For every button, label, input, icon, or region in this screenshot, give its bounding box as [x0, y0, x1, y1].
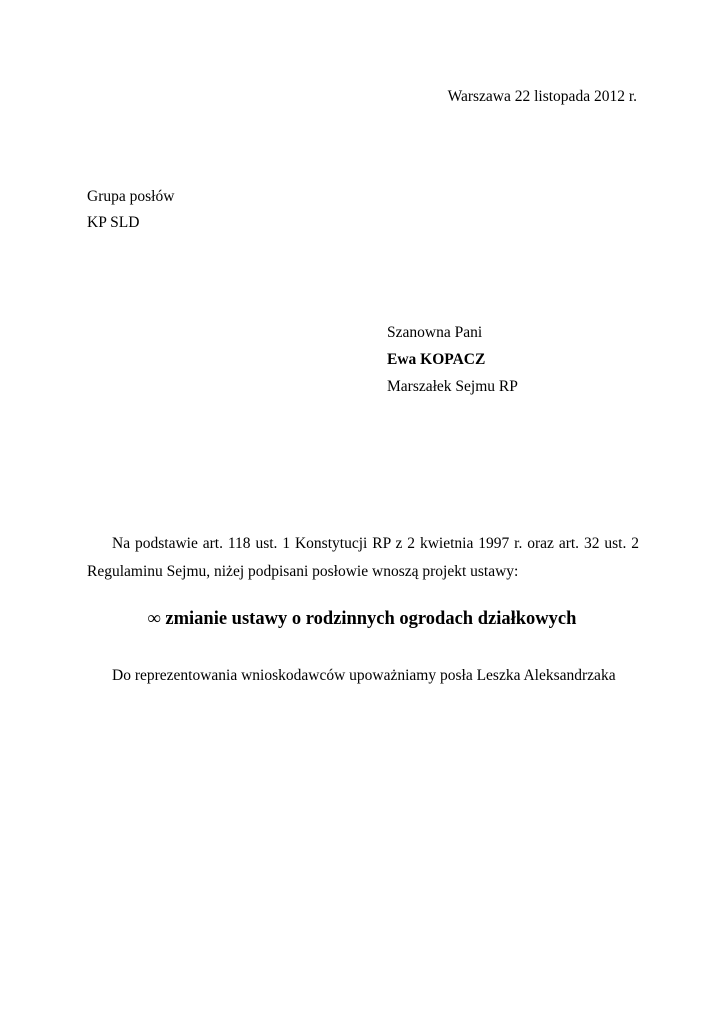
- addressee-position: Marszałek Sejmu RP: [387, 378, 518, 395]
- addressee-block: [387, 324, 518, 405]
- body-line-1: Na podstawie art. 118 ust. 1 Konstytucji RP z 2 kwietnia 1997 r. oraz art. 32 ust. 2: [112, 535, 639, 552]
- addressee-name: Ewa KOPACZ: [387, 351, 486, 368]
- body-paragraph: [87, 535, 639, 591]
- sender-block: [87, 188, 174, 240]
- representation-statement: Do reprezentowania wnioskodawców upoważniamy posła Leszka Aleksandrzaka: [112, 667, 616, 684]
- project-title: ∞ zmianie ustawy o rodzinnych ogrodach działkowych: [147, 609, 577, 629]
- body-line-2: Regulaminu Sejmu, niżej podpisani posłowie wnoszą projekt ustawy:: [87, 563, 519, 580]
- sender-line-group: Grupa posłów: [87, 188, 175, 205]
- letter-date: Warszawa 22 listopada 2012 r.: [447, 88, 637, 105]
- sender-line-club: KP SLD: [87, 214, 140, 231]
- addressee-salutation: Szanowna Pani: [387, 324, 483, 341]
